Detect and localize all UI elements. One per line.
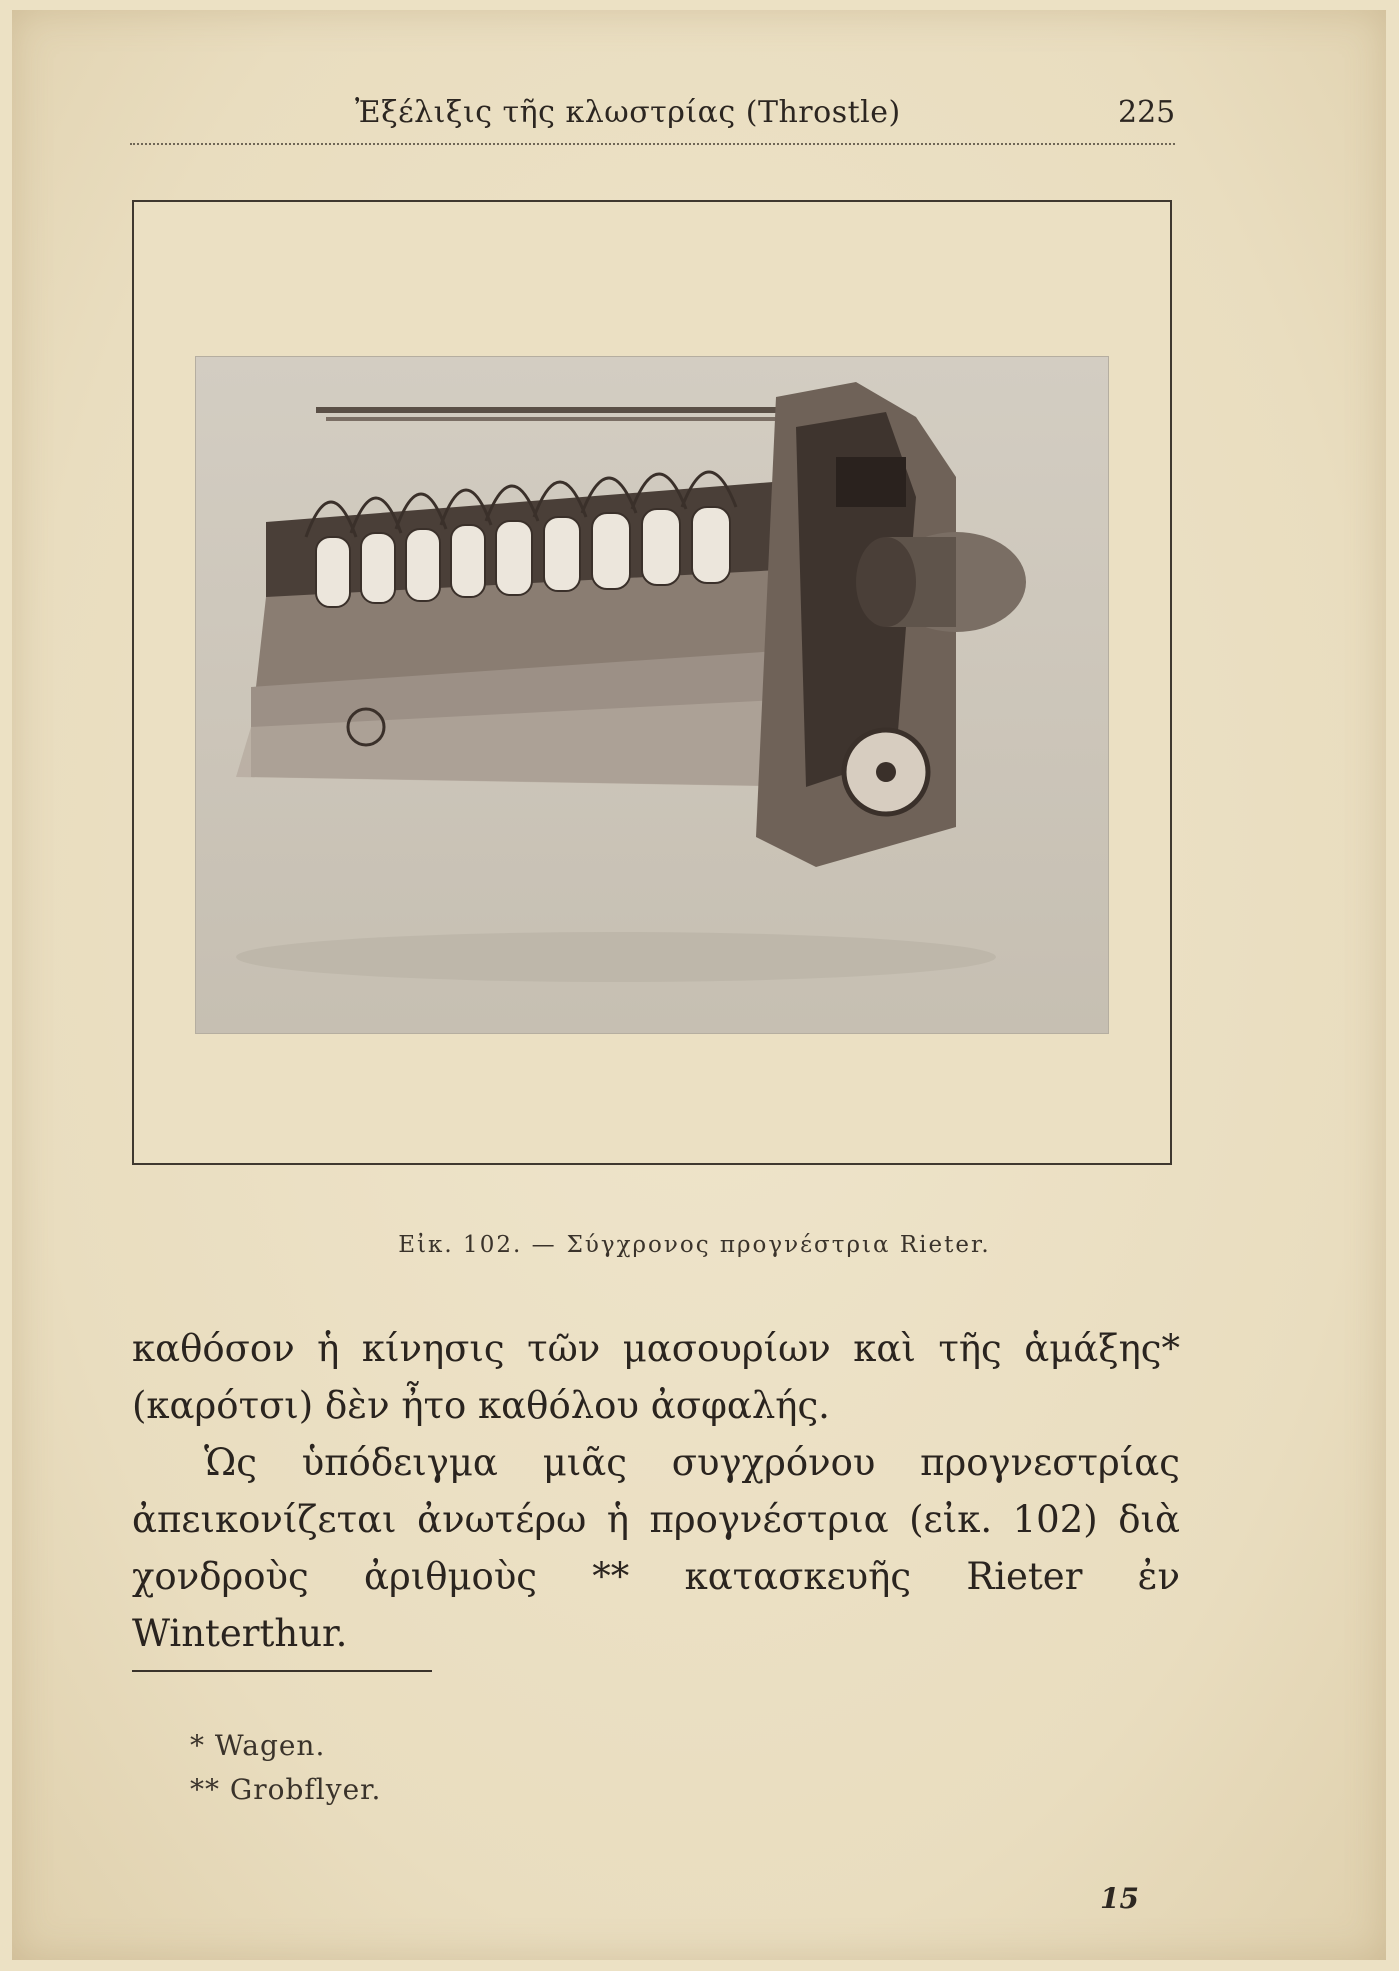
footnote-rule xyxy=(132,1670,432,1672)
page-number: 225 xyxy=(1118,95,1176,130)
running-head xyxy=(0,95,1399,135)
body-text xyxy=(132,1320,1180,1662)
footnote-2: ** Grobflyer. xyxy=(190,1773,382,1806)
machine-photo-icon xyxy=(195,356,1109,1034)
header-rule xyxy=(130,143,1175,145)
figure-caption-text: Σύγχρονος προγνέστρια Rieter. xyxy=(566,1232,991,1258)
paragraph-continuation: καθόσον ἡ κίνησις τῶν μασουρίων καὶ τῆς ἁμάξης* (καρότσι) δὲν ἦτο καθόλου ἀσφαλής. xyxy=(132,1327,1180,1427)
paragraph-example: Ὡς ὑπόδειγμα μιᾶς συγχρόνου προγνεστρίας ἀπεικονίζεται ἀνωτέρω ἡ προγνέστρια (εἰκ. 102) διὰ χονδροὺς ἀριθμοὺς ** κατασκευῆς Rieter ἐν Winterthur. xyxy=(132,1441,1180,1655)
spinning-frame-machine-icon xyxy=(196,357,1108,1033)
figure-caption xyxy=(0,1232,1399,1258)
signature-mark: 15 xyxy=(1100,1882,1139,1915)
footnote-1: * Wagen. xyxy=(190,1729,326,1762)
figure-number: Εἰκ. 102. — xyxy=(398,1232,557,1258)
running-title: Ἐξέλιξις τῆς κλωστρίας (Throstle) xyxy=(355,95,901,130)
footnotes xyxy=(190,1724,381,1812)
